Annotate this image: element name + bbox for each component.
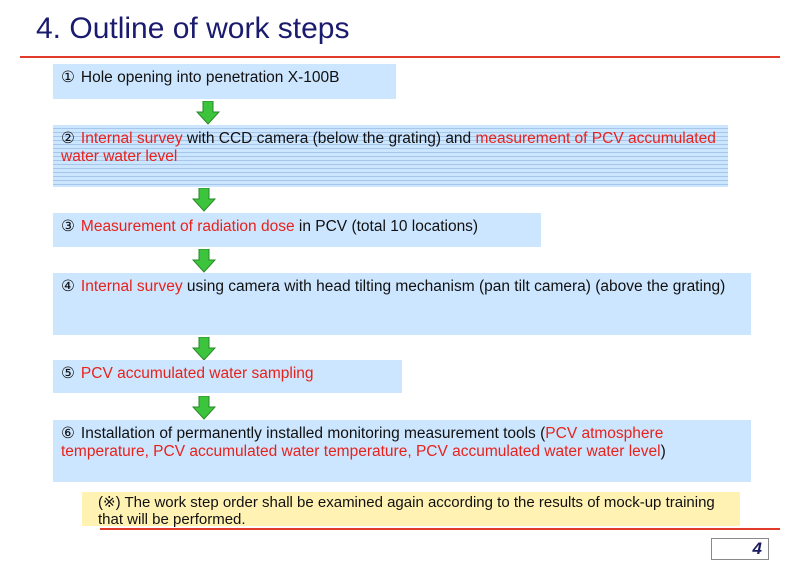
step-number: ② bbox=[61, 130, 75, 147]
step-text: with CCD camera (below the grating) and bbox=[182, 130, 476, 147]
step-2 bbox=[53, 125, 728, 187]
step-text: ) bbox=[660, 443, 666, 460]
step-3 bbox=[53, 213, 541, 247]
step-number: ⑤ bbox=[61, 365, 75, 382]
step-highlight-text: PCV accumulated water sampling bbox=[80, 365, 314, 382]
step-text: in PCV (total 10 locations) bbox=[294, 218, 479, 235]
down-arrow-icon bbox=[192, 188, 216, 212]
step-number: ③ bbox=[61, 218, 75, 235]
step-number: ④ bbox=[61, 278, 75, 295]
step-number: ① bbox=[61, 69, 75, 86]
step-highlight-text: Internal survey bbox=[80, 278, 183, 295]
step-text: using camera with head tilting mechanism (pan tilt camera) (above the grating) bbox=[182, 278, 726, 295]
step-text: Installation of permanently installed monitoring measurement tools ( bbox=[80, 425, 546, 442]
down-arrow-icon bbox=[192, 249, 216, 273]
down-arrow-icon bbox=[196, 101, 220, 125]
step-highlight-text: Internal survey bbox=[80, 130, 183, 147]
step-highlight-text: PCV atmosphere temperature, PCV accumulated water temperature, PCV accumulated water water level bbox=[61, 425, 664, 460]
title-underline bbox=[20, 56, 780, 58]
down-arrow-icon bbox=[192, 337, 216, 361]
step-5 bbox=[53, 360, 402, 393]
step-text: Hole opening into penetration X-100B bbox=[80, 69, 340, 86]
step-1 bbox=[53, 64, 396, 99]
page-title: 4. Outline of work steps bbox=[36, 12, 350, 45]
note-text: (※) The work step order shall be examined again according to the results of mock-up training that will be performed. bbox=[82, 492, 740, 526]
down-arrow-icon bbox=[192, 396, 216, 420]
note-underline bbox=[100, 528, 780, 530]
step-number: ⑥ bbox=[61, 425, 75, 442]
step-highlight-text: measurement of PCV accumulated water water level bbox=[61, 130, 716, 165]
step-6 bbox=[53, 420, 751, 482]
step-4 bbox=[53, 273, 751, 335]
page-number: 4 bbox=[711, 538, 769, 560]
step-highlight-text: Measurement of radiation dose bbox=[80, 218, 295, 235]
